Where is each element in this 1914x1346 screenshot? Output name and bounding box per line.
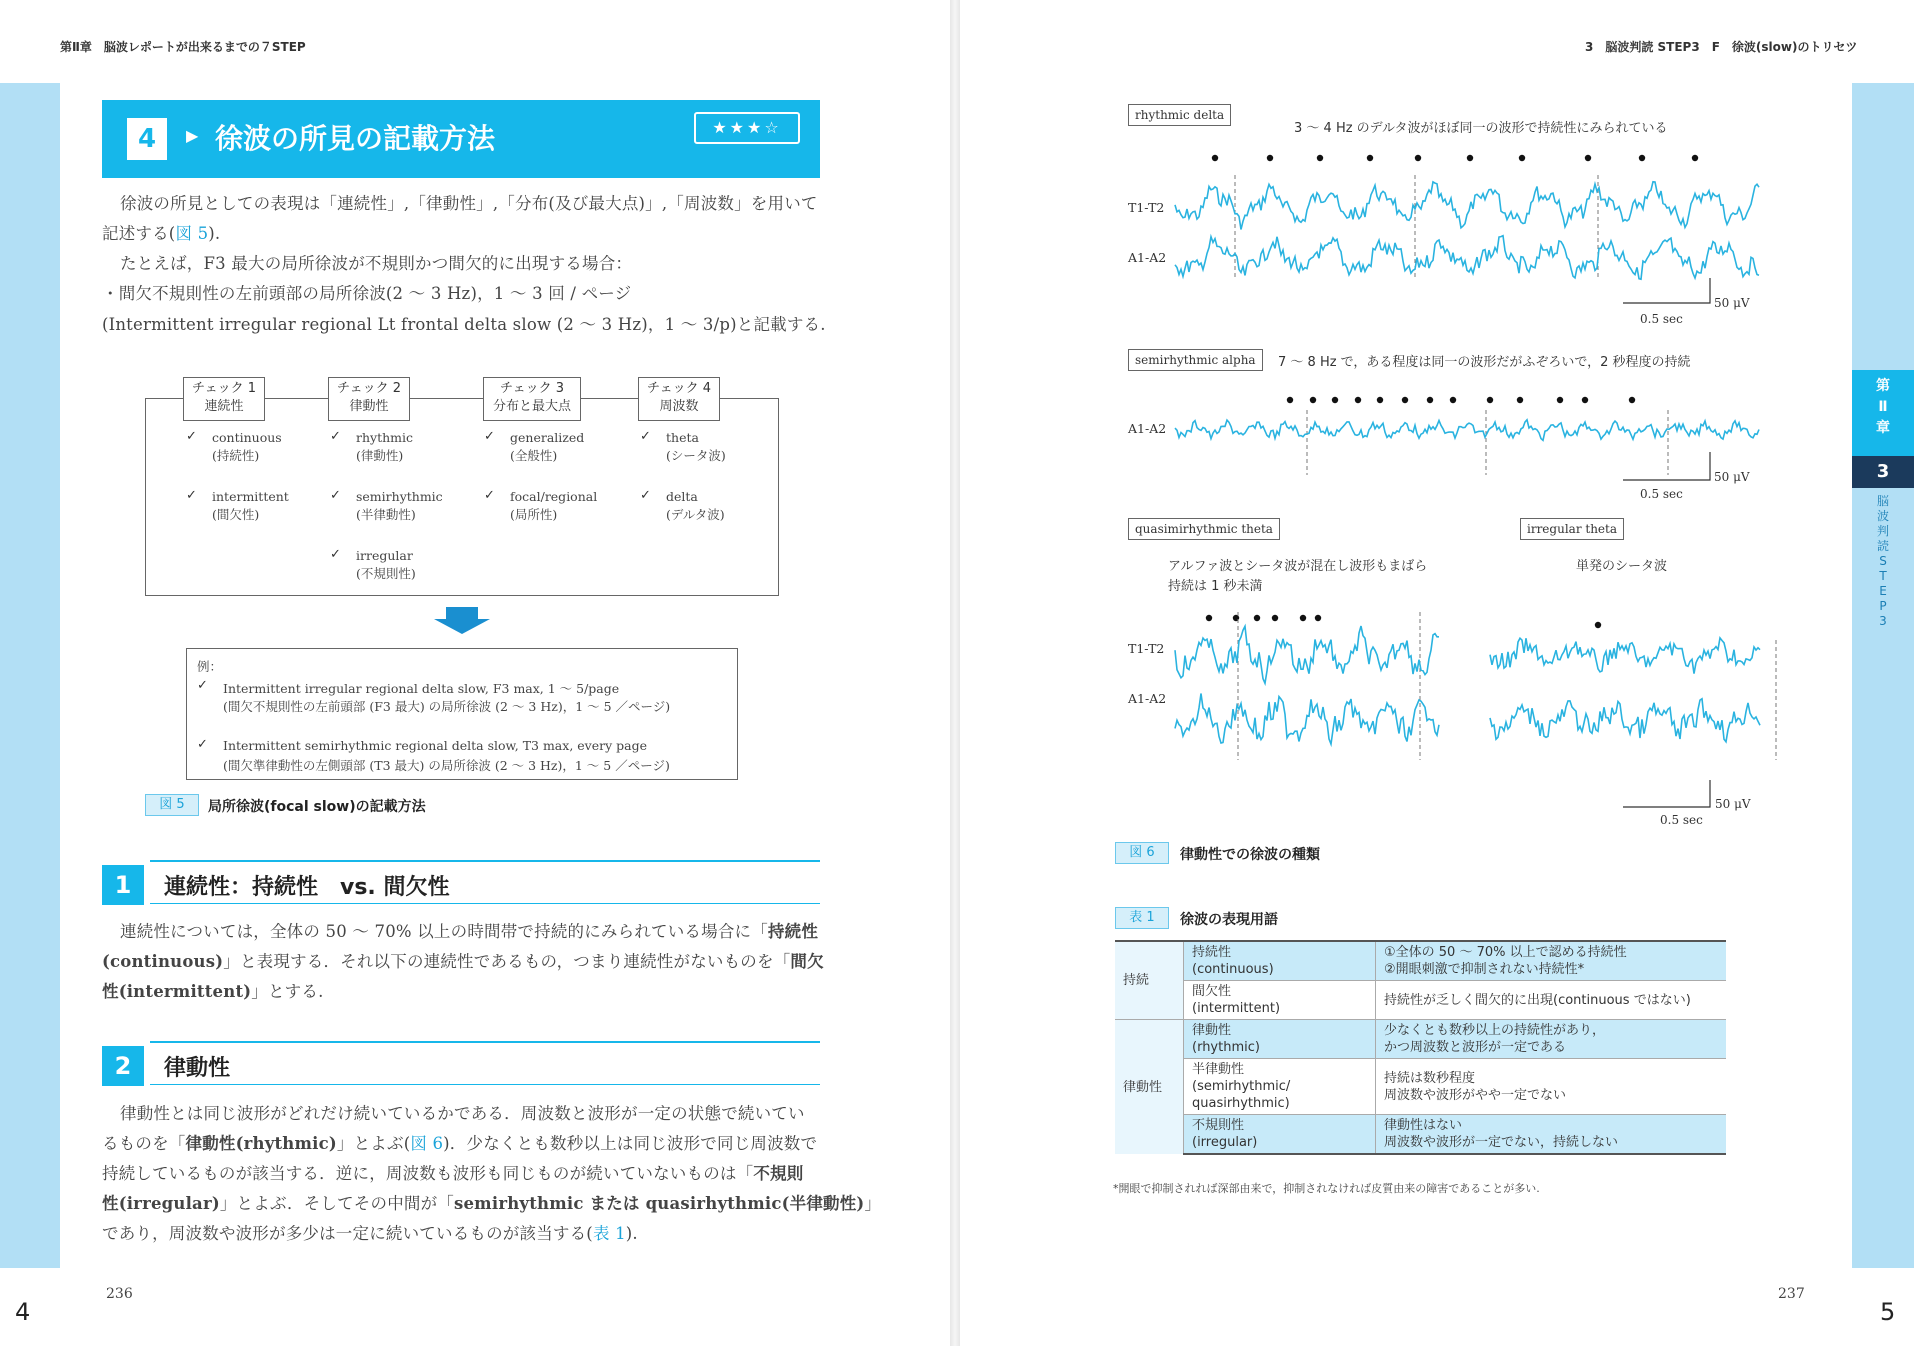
table-term-cell: 律動性 (rhythmic) <box>1184 1020 1376 1059</box>
table-1 <box>1115 940 1726 1155</box>
wave-marker-dot <box>1517 397 1523 403</box>
wave-marker-dot <box>1467 155 1473 161</box>
wave-marker-dot <box>1450 397 1456 403</box>
scale-sec-label: 0.5 sec <box>1660 813 1703 827</box>
check-item: focal/regional (局所性) <box>510 489 598 522</box>
scale-sec-label: 0.5 sec <box>1640 487 1683 501</box>
wave-marker-dot <box>1519 155 1525 161</box>
table-group-cell: 律動性 <box>1115 1020 1184 1155</box>
check-icon: ✓ <box>186 429 197 444</box>
difficulty-stars: ★★★☆ <box>694 112 800 144</box>
eeg-trace-a1a2 <box>1175 236 1759 280</box>
check-item: rhythmic (律動性) <box>356 430 414 463</box>
wave-marker-dot <box>1254 615 1260 621</box>
wave-marker-dot <box>1272 615 1278 621</box>
wave-marker-dot <box>1332 397 1338 403</box>
figure-6-link[interactable]: 図 6 <box>410 1134 444 1153</box>
scale-bar <box>1623 780 1710 807</box>
table-group-cell: 持続 <box>1115 941 1184 1020</box>
panel-label-irregular-theta: irregular theta <box>1520 518 1624 540</box>
sub2-line-2: るものを「律動性(rhythmic)」とよぶ(図 6)．少なくとも数秒以上は同じ波形で同じ周波数で <box>102 1134 818 1153</box>
wave-marker-dot <box>1582 397 1588 403</box>
panel-desc-rhythmic-delta: 3 ～ 4 Hz のデルタ波がほぼ同一の波形で持続性にみられている <box>1294 121 1668 136</box>
example-label: 例： <box>197 659 223 674</box>
check-item: delta (デルタ波) <box>666 489 725 522</box>
table-desc-cell: 律動性はない 周波数や波形が一定でない，持続しない <box>1376 1115 1727 1155</box>
left-page <box>0 0 950 1346</box>
check-header-1: チェック 1 連続性 <box>183 377 265 421</box>
wave-marker-dot <box>1487 397 1493 403</box>
check-item: irregular (不規則性) <box>356 548 416 581</box>
page-number-right: 237 <box>1778 1286 1805 1302</box>
sub2-line-3: 持続しているものが該当する．逆に，周波数も波形も同じものが続いていないものは「不規則 <box>102 1164 804 1183</box>
check-icon: ✓ <box>640 429 651 444</box>
scale-bar <box>1623 278 1710 303</box>
check-icon: ✓ <box>330 429 341 444</box>
wave-marker-dot <box>1212 155 1218 161</box>
table-row <box>1115 941 1726 981</box>
check-icon: ✓ <box>186 488 197 503</box>
down-arrow-icon <box>432 607 492 635</box>
sub1-line-2: (continuous)」と表現する．それ以下の連続性であるもの，つまり連続性がないものを「間欠 <box>102 952 824 971</box>
wave-marker-dot <box>1639 155 1645 161</box>
check-icon: ✓ <box>484 488 495 503</box>
scale-uv-label: 50 μV <box>1714 470 1750 484</box>
panel-desc-irregular-theta: 単発のシータ波 <box>1576 559 1668 574</box>
running-head-left: 第Ⅱ章 脳波レポートが出来るまでの７STEP <box>60 40 306 54</box>
divider <box>150 1084 820 1085</box>
scale-bar <box>1623 452 1710 480</box>
sub2-line-4: 性(irregular)」とよぶ．そしてその中間が「semirhythmic または quasirhythmic(半律動性)」 <box>102 1194 882 1213</box>
side-tab-step-label: 脳波判読STEP3 <box>1876 494 1889 628</box>
eeg-trace-a1a2 <box>1490 699 1760 742</box>
subsection-1-header <box>102 860 820 906</box>
wave-marker-dot <box>1377 397 1383 403</box>
panel-desc-quasirhythmic-theta-2: 持続は 1 秒未満 <box>1168 579 1263 594</box>
check-icon: ✓ <box>330 488 341 503</box>
wave-marker-dot <box>1402 397 1408 403</box>
table-desc-cell: 少なくとも数秒以上の持続性があり， かつ周波数と波形が一定である <box>1376 1020 1727 1059</box>
side-tab-number[interactable]: 3 <box>1852 456 1914 488</box>
divider <box>150 903 820 904</box>
check-header-3: チェック 3 分布と最大点 <box>483 377 581 421</box>
example-2-en: Intermittent semirhythmic regional delta slow, T3 max, every page <box>223 738 647 753</box>
intro-line-1: 徐波の所見としての表現は「連続性」,「律動性」,「分布(及び最大点)」,「周波数」を用いて <box>120 194 818 213</box>
table-term-cell: 間欠性 (intermittent) <box>1184 981 1376 1020</box>
wave-marker-dot <box>1267 155 1273 161</box>
wave-marker-dot <box>1692 155 1698 161</box>
figure-5-caption: 局所徐波(focal slow)の記載方法 <box>208 799 426 815</box>
example-box <box>186 648 738 780</box>
table-row <box>1115 1059 1726 1115</box>
wave-marker-dot <box>1206 615 1212 621</box>
eeg-trace-a1a2 <box>1175 694 1439 745</box>
example-1-ja: (間欠不規則性の左前頭部 (F3 最大) の局所徐波 (2 ～ 3 Hz)，1 ～ 5 ／ページ) <box>223 699 671 714</box>
sub2-line-1: 律動性とは同じ波形がどれだけ続いているかである．周波数と波形が一定の状態で続いてい <box>120 1104 805 1123</box>
table-1-label: 表 1 <box>1115 907 1169 929</box>
intro-line-5: (Intermittent irregular regional Lt frontal delta slow (2 ～ 3 Hz)，1 ～ 3/p)と記載する. <box>102 315 826 334</box>
intro-line-3: たとえば，F3 最大の局所徐波が不規則かつ間欠的に出現する場合： <box>120 254 633 273</box>
table-row <box>1115 1115 1726 1155</box>
table-term-cell: 不規則性 (irregular) <box>1184 1115 1376 1155</box>
check-item: continuous (持続性) <box>212 430 282 463</box>
wave-marker-dot <box>1367 155 1373 161</box>
table-desc-cell: 持続性が乏しく間欠的に出現(continuous ではない) <box>1376 981 1727 1020</box>
channel-label: A1-A2 <box>1128 691 1167 706</box>
side-tab-chapter-label: 第Ⅱ章 <box>1876 378 1890 436</box>
left-margin-band <box>0 83 60 1268</box>
wave-marker-dot <box>1315 615 1321 621</box>
example-1-en: Intermittent irregular regional delta slow, F3 max, 1 ～ 5/page <box>223 681 620 696</box>
scale-uv-label: 50 μV <box>1714 296 1750 310</box>
check-header-2: チェック 2 律動性 <box>328 377 410 421</box>
check-icon: ✓ <box>330 547 341 562</box>
eeg-trace-t1t2 <box>1490 638 1760 674</box>
subsection-2-title: 律動性 <box>164 1056 231 1081</box>
channel-label: A1-A2 <box>1128 421 1167 436</box>
page-number-left: 236 <box>106 1286 133 1302</box>
eeg-trace-t1t2 <box>1175 182 1759 230</box>
wave-marker-dot <box>1557 397 1563 403</box>
subsection-2-header <box>102 1041 820 1087</box>
check-icon: ✓ <box>484 429 495 444</box>
subsection-1-title: 連続性：持続性 vs. 間欠性 <box>164 875 450 900</box>
divider <box>150 1041 820 1043</box>
channel-label: A1-A2 <box>1128 250 1167 265</box>
viewer-page-right: 5 <box>1880 1298 1896 1326</box>
section-title: 徐波の所見の記載方法 <box>215 122 496 155</box>
eeg-figure <box>960 0 1914 840</box>
wave-marker-dot <box>1310 397 1316 403</box>
book-gutter <box>950 0 960 1346</box>
example-2-ja: (間欠準律動性の左側頭部 (T3 最大) の局所徐波 (2 ～ 3 Hz)，1 ～ 5 ／ページ) <box>223 758 670 773</box>
check-icon: ✓ <box>197 737 208 752</box>
eeg-trace-t1t2 <box>1175 626 1439 683</box>
check-item: theta (シータ波) <box>666 430 726 463</box>
subsection-2-number: 2 <box>102 1046 144 1086</box>
panel-label-quasirhythmic-theta: quasimirhythmic theta <box>1128 518 1280 540</box>
table-1-link[interactable]: 表 1 <box>592 1224 626 1243</box>
check-icon: ✓ <box>197 678 208 693</box>
wave-marker-dot <box>1355 397 1361 403</box>
wave-marker-dot <box>1585 155 1591 161</box>
intro-line-2: 記述する(図 5). <box>102 224 221 243</box>
figure-6-label: 図 6 <box>1115 842 1169 864</box>
table-term-cell: 半律動性 (semirhythmic/ quasirhythmic) <box>1184 1059 1376 1115</box>
intro-line-4: ・間欠不規則性の左前頭部の局所徐波(2 ～ 3 Hz)，1 ～ 3 回 / ページ <box>102 284 632 303</box>
sub1-line-1: 連続性については，全体の 50 ～ 70% 以上の時間帯で持続的にみられている場合に「持続性 <box>120 922 819 941</box>
panel-desc-quasirhythmic-theta-1: アルファ波とシータ波が混在し波形もまばら <box>1168 559 1428 574</box>
figure-6-caption: 律動性での徐波の種類 <box>1180 847 1320 863</box>
check-item: intermittent (間欠性) <box>212 489 289 522</box>
panel-desc-semirhythmic-alpha: 7 ～ 8 Hz で，ある程度は同一の波形だがふぞろいで，2 秒程度の持続 <box>1278 355 1691 370</box>
table-row <box>1115 981 1726 1020</box>
channel-label: T1-T2 <box>1128 641 1165 656</box>
check-icon: ✓ <box>640 488 651 503</box>
wave-marker-dot <box>1415 155 1421 161</box>
table-term-cell: 持続性 (continuous) <box>1184 941 1376 981</box>
table-footnote: *開眼で抑制されれば深部由来で，抑制されなければ皮質由来の障害であることが多い. <box>1113 1182 1540 1195</box>
section-number: 4 <box>127 118 167 160</box>
section-banner <box>102 100 820 178</box>
divider <box>150 860 820 862</box>
figure-5-link[interactable]: 図 5 <box>175 224 209 243</box>
play-arrow-icon: ▶ <box>186 126 199 145</box>
channel-label: T1-T2 <box>1128 200 1165 215</box>
wave-marker-dot <box>1300 615 1306 621</box>
table-desc-cell: 持続は数秒程度 周波数や波形がやや一定でない <box>1376 1059 1727 1115</box>
panel-label-semirhythmic-alpha: semirhythmic alpha <box>1128 349 1263 371</box>
subsection-1-number: 1 <box>102 865 144 905</box>
table-row <box>1115 1020 1726 1059</box>
wave-marker-dot <box>1629 397 1635 403</box>
sub1-line-3: 性(intermittent)」とする. <box>102 982 324 1001</box>
figure-5-label: 図 5 <box>145 794 199 816</box>
wave-marker-dot <box>1287 397 1293 403</box>
check-header-4: チェック 4 周波数 <box>638 377 720 421</box>
check-item: generalized (全般性) <box>510 430 585 463</box>
wave-marker-dot <box>1595 622 1601 628</box>
table-1-caption: 徐波の表現用語 <box>1180 912 1278 928</box>
running-head-right: 3 脳波判読 STEP3 F 徐波(slow)のトリセツ <box>1585 40 1858 54</box>
table-desc-cell: ①全体の 50 ～ 70% 以上で認める持続性 ②開眼刺激で抑制されない持続性* <box>1376 941 1727 981</box>
scale-uv-label: 50 μV <box>1715 797 1751 811</box>
wave-marker-dot <box>1427 397 1433 403</box>
wave-marker-dot <box>1317 155 1323 161</box>
eeg-trace-a1a2 <box>1175 420 1759 441</box>
check-item: semirhythmic (半律動性) <box>356 489 443 522</box>
viewer-page-left: 4 <box>15 1298 31 1326</box>
panel-label-rhythmic-delta: rhythmic delta <box>1128 104 1231 126</box>
scale-sec-label: 0.5 sec <box>1640 312 1683 326</box>
sub2-line-5: であり，周波数や波形が多少は一定に続いているものが該当する(表 1). <box>102 1224 638 1243</box>
